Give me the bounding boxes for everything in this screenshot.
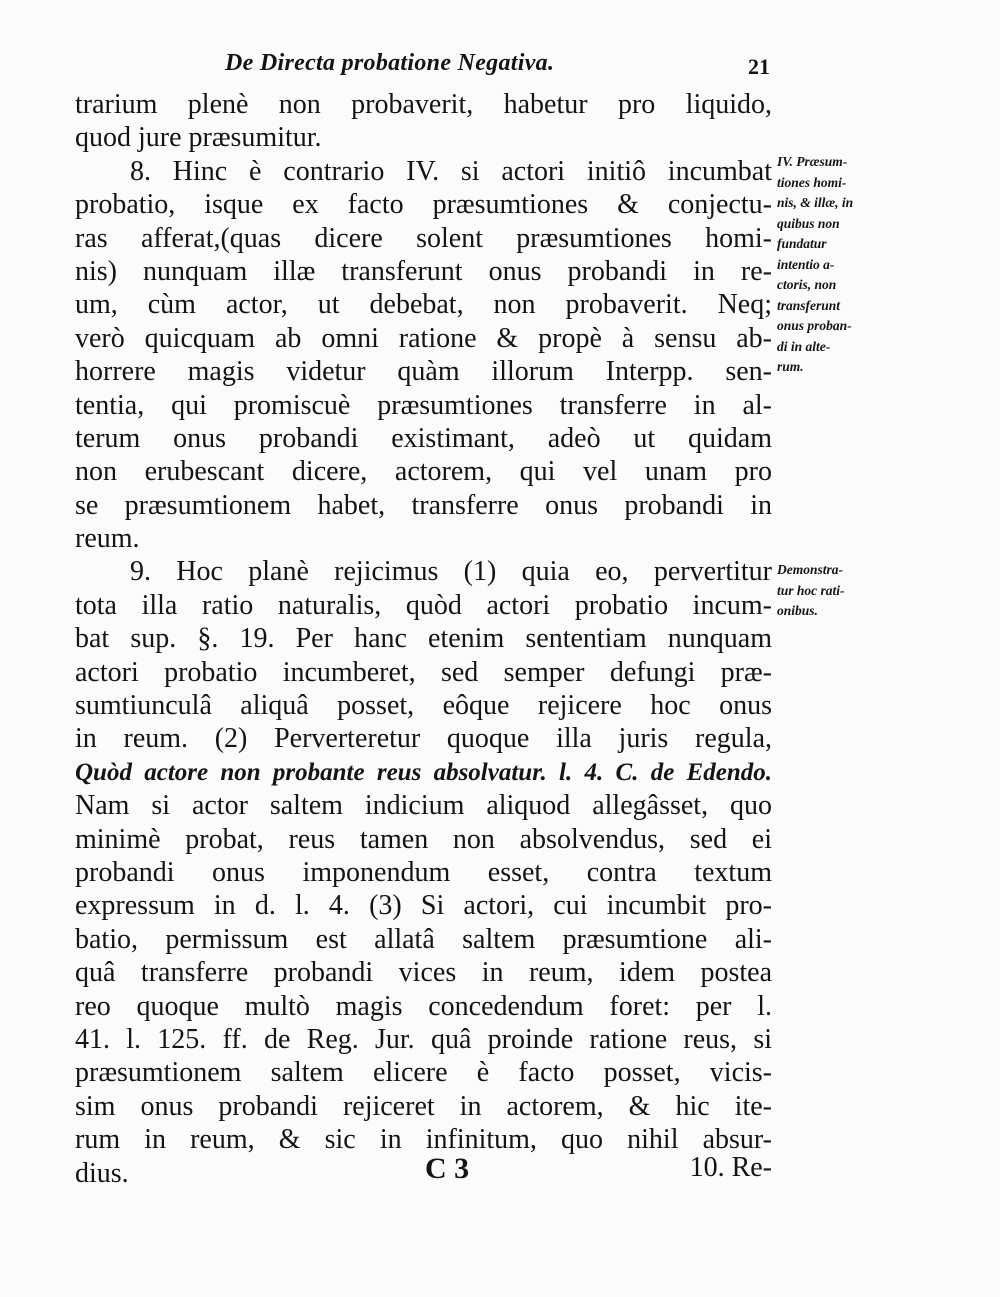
text-line: se præsumtionem habet, transferre onus probandi in bbox=[75, 489, 772, 521]
text-line: actori probatio incumberet, sed semper defungi præ- bbox=[75, 656, 772, 688]
margin-note bbox=[777, 152, 882, 378]
text-line: reum. bbox=[75, 523, 140, 555]
margin-note bbox=[777, 560, 882, 622]
margin-note-line: di in alte- bbox=[777, 338, 831, 354]
margin-note-line: tiones homi- bbox=[777, 174, 847, 190]
running-head: De Directa probatione Negativa. bbox=[225, 50, 555, 76]
text-line: sim onus probandi rejiceret in actorem, & hic ite- bbox=[75, 1090, 772, 1122]
text-line: horrere magis videtur quàm illorum Interpp. sen- bbox=[75, 356, 772, 388]
text-line: tota illa ratio naturalis, quòd actori probatio incum- bbox=[75, 589, 772, 621]
body-text bbox=[75, 88, 772, 1190]
text-line: Nam si actor saltem indicium aliquod allegâsset, quo bbox=[75, 790, 772, 822]
margin-note-line: transferunt bbox=[777, 297, 841, 313]
text-line: tentia, qui promiscuè præsumtiones transferre in al- bbox=[75, 389, 772, 421]
margin-note-line: tur hoc rati- bbox=[777, 582, 845, 598]
text-line: ras afferat,(quas dicere solent præsumtiones homi- bbox=[75, 222, 772, 254]
text-line: dius. bbox=[75, 1157, 129, 1189]
text-line: quod jure præsumitur. bbox=[75, 122, 322, 154]
signature-mark: C 3 bbox=[425, 1152, 470, 1185]
text-line: trarium plenè non probaverit, habetur pro liquido, bbox=[75, 89, 772, 120]
text-line: verò quicquam ab omni ratione & propè à sensu ab- bbox=[75, 322, 772, 354]
text-line: quâ transferre probandi vices in reum, idem postea bbox=[75, 957, 772, 989]
text-line: um, cùm actor, ut debebat, non probaverit. Neq; bbox=[75, 289, 772, 321]
text-line: præsumtionem saltem elicere è facto posset, vicis- bbox=[75, 1057, 772, 1089]
margin-note-line: intentio a- bbox=[777, 256, 835, 272]
text-line-italic: Quòd actore non probante reus absolvatur. l. 4. C. de Edendo. bbox=[75, 758, 772, 786]
text-line: 41. l. 125. ff. de Reg. Jur. quâ proinde ratione reus, si bbox=[75, 1023, 772, 1055]
text-line: batio, permissum est allatâ saltem præsumtione ali- bbox=[75, 923, 772, 955]
margin-note-line: fundatur bbox=[777, 236, 827, 251]
text-line: sumtiunculâ aliquâ posset, eôque rejicere hoc onus bbox=[75, 690, 772, 722]
margin-note-line: IV. Præsum- bbox=[777, 154, 848, 169]
text-line: nis) nunquam illæ transferunt onus probandi in re- bbox=[75, 255, 772, 287]
text-line: terum onus probandi existimant, adeò ut quidam bbox=[75, 422, 772, 454]
page-header bbox=[75, 48, 770, 84]
text-line: 9. Hoc planè rejicimus (1) quia eo, pervertitur bbox=[130, 556, 772, 588]
margin-note-line: onus proban- bbox=[777, 318, 852, 333]
page-footer bbox=[75, 1152, 772, 1186]
text-line: rum in reum, & sic in infinitum, quo nihil absur- bbox=[75, 1124, 772, 1156]
text-line: in reum. (2) Perverteretur quoque illa juris regula, bbox=[75, 723, 772, 755]
page-number: 21 bbox=[748, 54, 770, 79]
text-line: expressum in d. l. 4. (3) Si actori, cui incumbit pro- bbox=[75, 890, 772, 922]
margin-note-line: quibus non bbox=[777, 215, 840, 231]
margin-note-line: nis, & illæ, in bbox=[777, 195, 854, 210]
margin-note-line: onibus. bbox=[777, 603, 818, 618]
text-line: minimè probat, reus tamen non absolvendus, sed ei bbox=[75, 823, 772, 855]
text-line: non erubescant dicere, actorem, qui vel unam pro bbox=[75, 456, 772, 488]
text-line: 8. Hinc è contrario IV. si actori initiô incumbat bbox=[130, 155, 772, 187]
margin-note-line: Demonstra- bbox=[777, 562, 844, 577]
margin-note-line: rum. bbox=[777, 359, 804, 374]
text-line: reo quoque multò magis concedendum foret: per l. bbox=[75, 990, 772, 1022]
text-line: probandi onus imponendum esset, contra textum bbox=[75, 856, 772, 888]
margin-note-line: ctoris, non bbox=[777, 277, 837, 292]
catchword: 10. Re- bbox=[689, 1152, 772, 1183]
text-line: bat sup. §. 19. Per hanc etenim sententiam nunquam bbox=[75, 623, 772, 655]
text-line: probatio, isque ex facto præsumtiones & conjectu- bbox=[75, 189, 772, 221]
